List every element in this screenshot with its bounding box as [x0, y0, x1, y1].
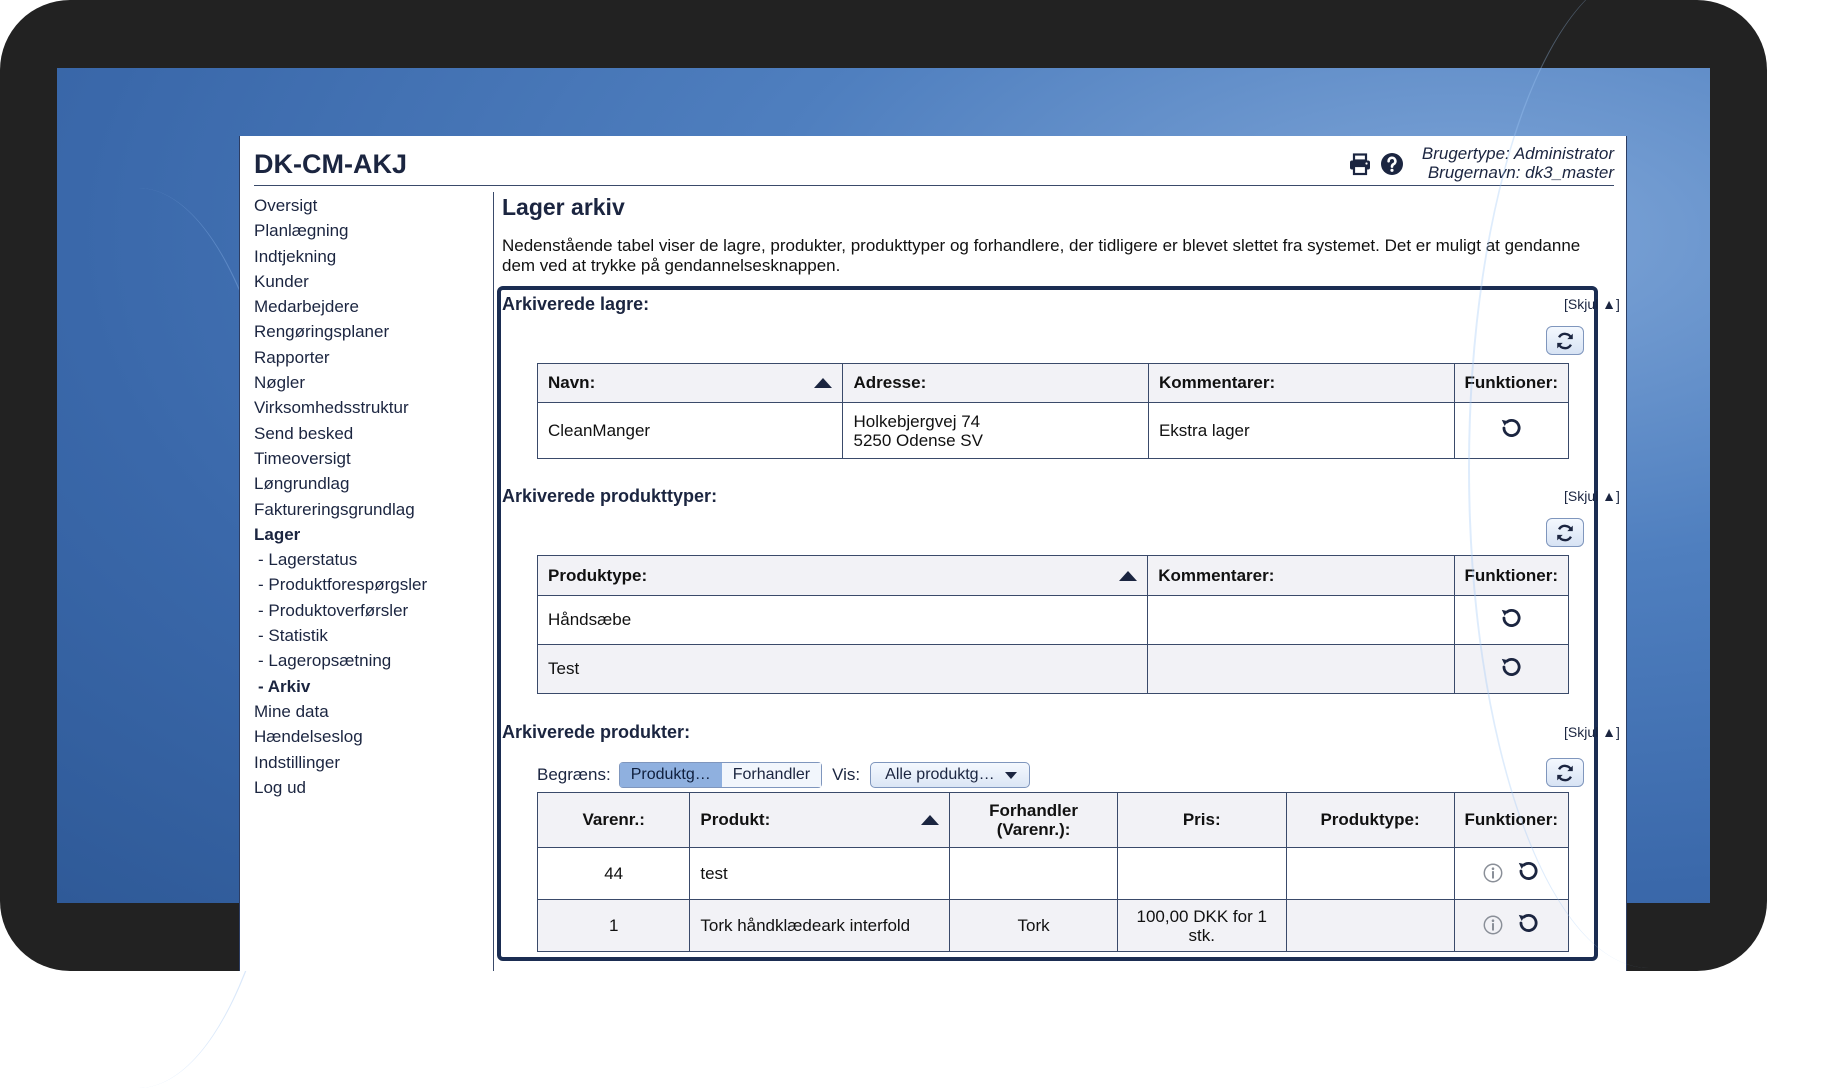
cell-navn: CleanManger [538, 403, 843, 459]
sidebar-item-rengoeringsplaner[interactable]: Rengøringsplaner [254, 322, 390, 342]
table-header-row [538, 364, 1569, 403]
header [254, 136, 1614, 186]
column-label: Produktype: [548, 565, 648, 585]
address-line: 5250 Odense SV [853, 430, 983, 450]
lagre-table [537, 363, 1569, 459]
cell-varenr: 1 [538, 900, 690, 952]
sidebar-item-indtjekning[interactable]: Indtjekning [254, 246, 337, 266]
hide-toggle-label: [Skjul [1564, 488, 1599, 504]
info-icon[interactable] [1482, 914, 1504, 936]
hide-toggle-label: [Skjul [1564, 296, 1599, 312]
cell-kommentar [1148, 645, 1454, 694]
column-header-navn[interactable] [538, 364, 843, 403]
column-header-kommentarer: Kommentarer: [1148, 364, 1454, 403]
table-row [538, 645, 1569, 694]
cell-funktioner [1454, 645, 1569, 694]
column-header-produkttype[interactable] [538, 556, 1148, 596]
refresh-icon [1554, 762, 1576, 784]
filter-bar [537, 762, 1030, 788]
filter-segmented-control [619, 762, 822, 788]
table-header-row [538, 793, 1569, 848]
restore-icon[interactable] [1498, 654, 1524, 680]
restore-icon[interactable] [1515, 858, 1541, 884]
cell-kommentar: Ekstra lager [1148, 403, 1454, 459]
section-title-produkttyper: Arkiverede produkttyper: [502, 486, 718, 506]
table-row [538, 848, 1569, 900]
hide-toggle-label: [Skjul [1564, 724, 1599, 740]
cell-produkttype [1286, 900, 1454, 952]
sidebar-item-lageropsaetning[interactable]: - Lageropsætning [258, 651, 392, 671]
sidebar-item-indstillinger[interactable]: Indstillinger [254, 752, 340, 772]
sidebar-item-lager[interactable]: Lager [254, 524, 301, 544]
cell-produkttype: Test [538, 645, 1148, 694]
user-type: Brugertype: Administrator [1421, 144, 1614, 163]
address-line: Holkebjergvej 74 [853, 411, 981, 431]
chevron-down-icon [1005, 772, 1017, 779]
section-title-lagre: Arkiverede lagre: [502, 294, 650, 314]
table-row [538, 403, 1569, 459]
sort-ascending-icon [921, 815, 939, 825]
filter-option-forhandler[interactable]: Forhandler [722, 763, 821, 787]
printer-icon[interactable] [1348, 152, 1372, 176]
sidebar-item-virksomhedsstruktur[interactable]: Virksomhedsstruktur [254, 398, 409, 418]
column-header-funktioner: Funktioner: [1454, 556, 1569, 596]
column-header-funktioner: Funktioner: [1454, 364, 1569, 403]
cell-produkttype: Håndsæbe [538, 596, 1148, 645]
cell-funktioner [1454, 403, 1569, 459]
refresh-icon [1554, 522, 1576, 544]
restore-icon[interactable] [1498, 415, 1524, 441]
column-header-forhandler: Forhandler (Varenr.): [950, 793, 1118, 848]
sidebar-item-loengrundlag[interactable]: Løngrundlag [254, 474, 350, 494]
app-window [239, 136, 1627, 971]
column-header-pris: Pris: [1117, 793, 1286, 848]
info-icon[interactable] [1482, 862, 1504, 884]
sidebar-item-statistik[interactable]: - Statistik [258, 626, 328, 646]
user-name: Brugernavn: dk3_master [1427, 163, 1614, 182]
produkttyper-table [537, 555, 1569, 694]
filter-option-produktgruppe[interactable]: Produktg… [620, 763, 722, 787]
sidebar-item-kunder[interactable]: Kunder [254, 271, 309, 291]
vis-label: Vis: [832, 765, 861, 784]
sidebar-divider [493, 192, 494, 971]
table-row [538, 900, 1569, 952]
question-circle-icon[interactable] [1380, 152, 1404, 176]
hide-toggle-produkttyper[interactable]: [Skjul ▲] [1564, 488, 1620, 504]
cell-funktioner [1454, 900, 1569, 952]
sidebar-item-planlaegning[interactable]: Planlægning [254, 221, 349, 241]
page-title: Lager arkiv [502, 194, 625, 220]
column-header-produkttype: Produktype: [1286, 793, 1454, 848]
column-header-kommentarer: Kommentarer: [1148, 556, 1454, 596]
header-icons [1348, 152, 1404, 176]
hide-toggle-produkter[interactable]: [Skjul ▲] [1564, 724, 1620, 740]
user-info [1422, 144, 1614, 182]
cell-produkt: test [690, 848, 950, 900]
sort-ascending-icon [814, 378, 832, 388]
cell-pris [1117, 848, 1286, 900]
section-title-produkter: Arkiverede produkter: [502, 722, 691, 742]
sidebar-item-mine-data[interactable]: Mine data [254, 701, 329, 721]
table-header-row [538, 556, 1569, 596]
cell-funktioner [1454, 848, 1569, 900]
main-content [502, 192, 1612, 275]
column-header-varenr: Varenr.: [538, 793, 690, 848]
column-label: Produkt: [700, 810, 771, 829]
cell-forhandler: Tork [950, 900, 1118, 952]
refresh-button-produkter[interactable] [1546, 758, 1584, 787]
sidebar-item-haendelseslog[interactable]: Hændelseslog [254, 727, 363, 747]
cell-pris: 100,00 DKK for 1 stk. [1117, 900, 1286, 952]
hide-toggle-lagre[interactable]: [Skjul ▲] [1564, 296, 1620, 312]
sidebar-item-produktoverfoersler[interactable]: - Produktoverførsler [258, 600, 409, 620]
sidebar-item-rapporter[interactable]: Rapporter [254, 347, 330, 367]
column-header-produkt[interactable] [690, 793, 950, 848]
produkter-table [537, 792, 1569, 952]
sidebar-item-noegler[interactable]: Nøgler [254, 373, 306, 393]
vis-dropdown[interactable] [870, 762, 1029, 788]
sidebar-item-arkiv[interactable]: - Arkiv [258, 676, 311, 696]
refresh-button-produkttyper[interactable] [1546, 518, 1584, 547]
sidebar-item-oversigt[interactable]: Oversigt [254, 196, 318, 215]
sidebar-item-produktforespoergsler[interactable]: - Produktforespørgsler [258, 575, 428, 595]
cell-kommentar [1148, 596, 1454, 645]
vis-dropdown-value: Alle produktg… [885, 766, 995, 783]
sidebar-item-send-besked[interactable]: Send besked [254, 423, 354, 443]
site-title: DK-CM-AKJ [254, 149, 407, 179]
column-header-adresse: Adresse: [843, 364, 1148, 403]
desktop-background [57, 68, 1710, 945]
sidebar-item-medarbejdere[interactable]: Medarbejdere [254, 297, 359, 317]
restore-icon[interactable] [1498, 605, 1524, 631]
cell-varenr: 44 [538, 848, 690, 900]
cell-produkt: Tork håndklædeark interfold [690, 900, 950, 952]
refresh-icon [1554, 330, 1576, 352]
restore-icon[interactable] [1515, 910, 1541, 936]
cell-funktioner [1454, 596, 1569, 645]
column-label: Navn: [548, 373, 596, 392]
refresh-button-lagre[interactable] [1546, 326, 1584, 355]
cell-forhandler [950, 848, 1118, 900]
sidebar-item-lagerstatus[interactable]: - Lagerstatus [258, 550, 358, 570]
table-row [538, 596, 1569, 645]
filter-label: Begræns: [537, 765, 611, 784]
sidebar-item-timeoversigt[interactable]: Timeoversigt [254, 448, 351, 468]
sidebar-item-faktureringsgrundlag[interactable]: Faktureringsgrundlag [254, 499, 415, 519]
column-header-funktioner: Funktioner: [1454, 793, 1569, 848]
sidebar [254, 193, 474, 800]
sort-ascending-icon [1119, 571, 1137, 581]
sidebar-item-log-ud[interactable]: Log ud [254, 777, 306, 797]
intro-text: Nedenstående tabel viser de lagre, produkter, produkttyper og forhandlere, der tidligere er blevet slettet fra systemet. Det er muligt at gendanne dem ved at trykke på gendannelsesknappen. [502, 236, 1581, 275]
cell-adresse [843, 403, 1148, 459]
cell-produkttype [1286, 848, 1454, 900]
